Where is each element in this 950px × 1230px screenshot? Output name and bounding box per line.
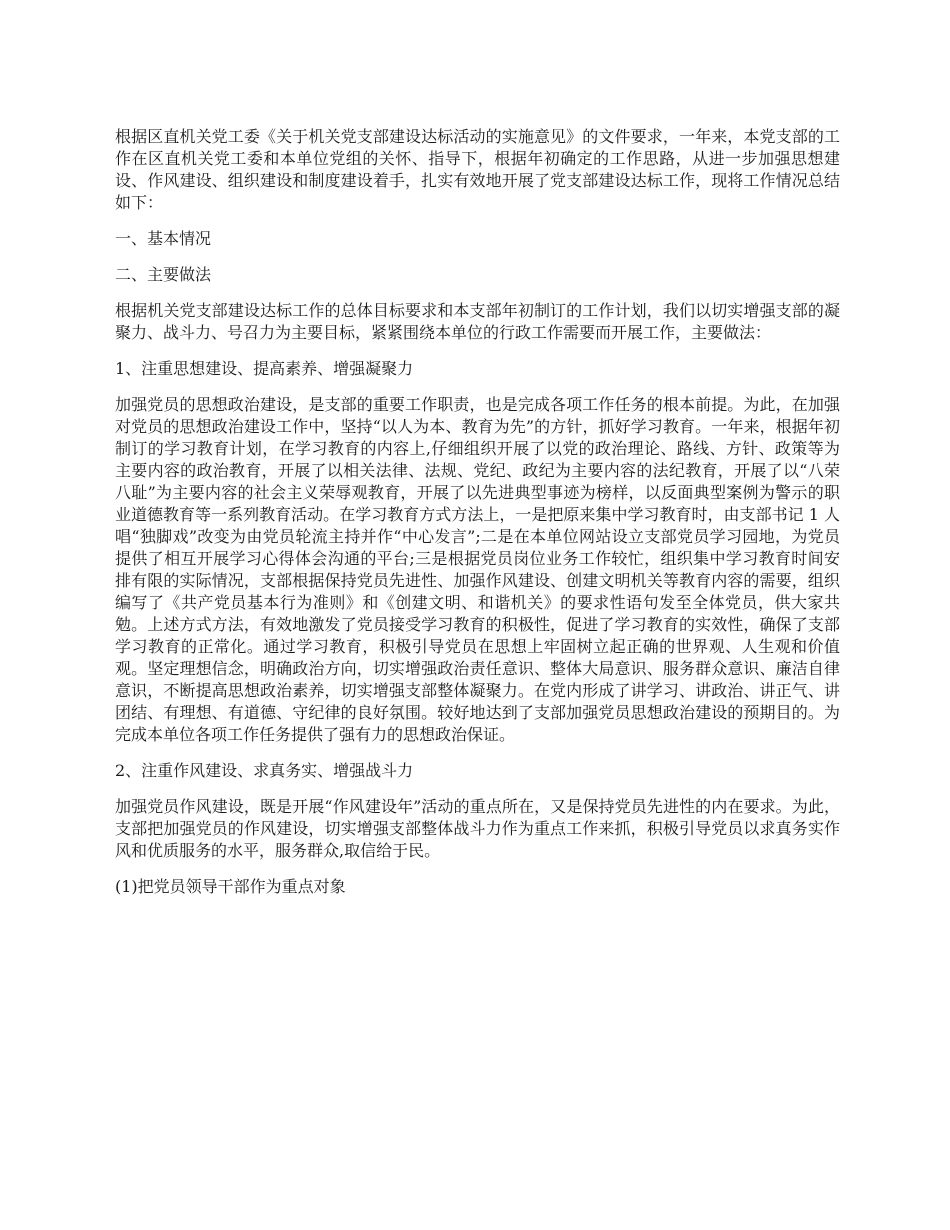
- document-page: [115, 126, 840, 912]
- intro-paragraph: 根据区直机关党工委《关于机关党支部建设达标活动的实施意见》的文件要求，一年来，本党支部的工作在区直机关党工委和本单位党组的关怀、指导下，根据年初确定的工作思路，从进一步加强思想建设、作风建设、组织建设和制度建设着手，扎实有效地开展了党支部建设达标工作，现将工作情况总结如下：: [115, 127, 840, 212]
- section-heading-basic-situation: 一、基本情况: [115, 229, 212, 248]
- subheading-work-style-building: 2、注重作风建设、求真务实、增强战斗力: [115, 761, 414, 780]
- ideological-building-paragraph: 加强党员的思想政治建设，是支部的重要工作职责，也是完成各项工作任务的根本前提。为此，在加强对党员的思想政治建设工作中，坚持“以人为本、教育为先”的方针，抓好学习教育。一年来，根据年初制订的学习教育计划，在学习教育的内容上,仔细组织开展了以党的政治理论、路线、方针、政策等为主要内容的政治教育，开展了以相关法律、法规、党纪、政纪为主要内容的法纪教育，开展了以“八荣八耻”为主要内容的社会主义荣辱观教育，开展了以先进典型事迹为榜样，以反面典型案例为警示的职业道德教育等一系列教育活动。在学习教育方式方法上，一是把原来集中学习教育时，由支部书记 1 人唱“独脚戏”改变为由党员轮流主持并作“中心发言”;二是在本单位网站设立支部党员学习园地，为党员提供了相互开展学习心得体会沟通的平台;三是根据党员岗位业务工作较忙，组织集中学习教育时间安排有限的实际情况，支部根据保持党员先进性、加强作风建设、创建文明机关等教育内容的需要，组织编写了《共产党员基本行为准则》和《创建文明、和谐机关》的要求性语句发至全体党员，供大家共勉。上述方式方法，有效地激发了党员接受学习教育的积极性，促进了学习教育的实效性，确保了支部学习教育的正常化。通过学习教育，积极引导党员在思想上牢固树立起正确的世界观、人生观和价值观。坚定理想信念，明确政治方向，切实增强政治责任意识、整体大局意识、服务群众意识、廉洁自律意识，不断提高思想政治素养，切实增强支部整体凝聚力。在党内形成了讲学习、讲政治、讲正气、讲团结、有理想、有道德、守纪律的良好氛围。较好地达到了支部加强党员思想政治建设的预期目的。为完成本单位各项工作任务提供了强有力的思想政治保证。: [115, 395, 840, 744]
- work-style-building-paragraph: 加强党员作风建设，既是开展“作风建设年”活动的重点所在，又是保持党员先进性的内在要求。为此，支部把加强党员的作风建设，切实增强支部整体战斗力作为重点工作来抓，积极引导党员以求真务实作风和优质服务的水平，服务群众,取信给于民。: [115, 797, 840, 860]
- subheading-key-targets: (1)把党员领导干部作为重点对象: [115, 877, 346, 896]
- section-heading-main-practices: 二、主要做法: [115, 265, 212, 284]
- main-practices-paragraph: 根据机关党支部建设达标工作的总体目标要求和本支部年初制订的工作计划，我们以切实增强支部的凝聚力、战斗力、号召力为主要目标，紧紧围绕本单位的行政工作需要而开展工作，主要做法：: [115, 301, 840, 342]
- subheading-ideological-building: 1、注重思想建设、提高素养、增强凝聚力: [115, 359, 414, 378]
